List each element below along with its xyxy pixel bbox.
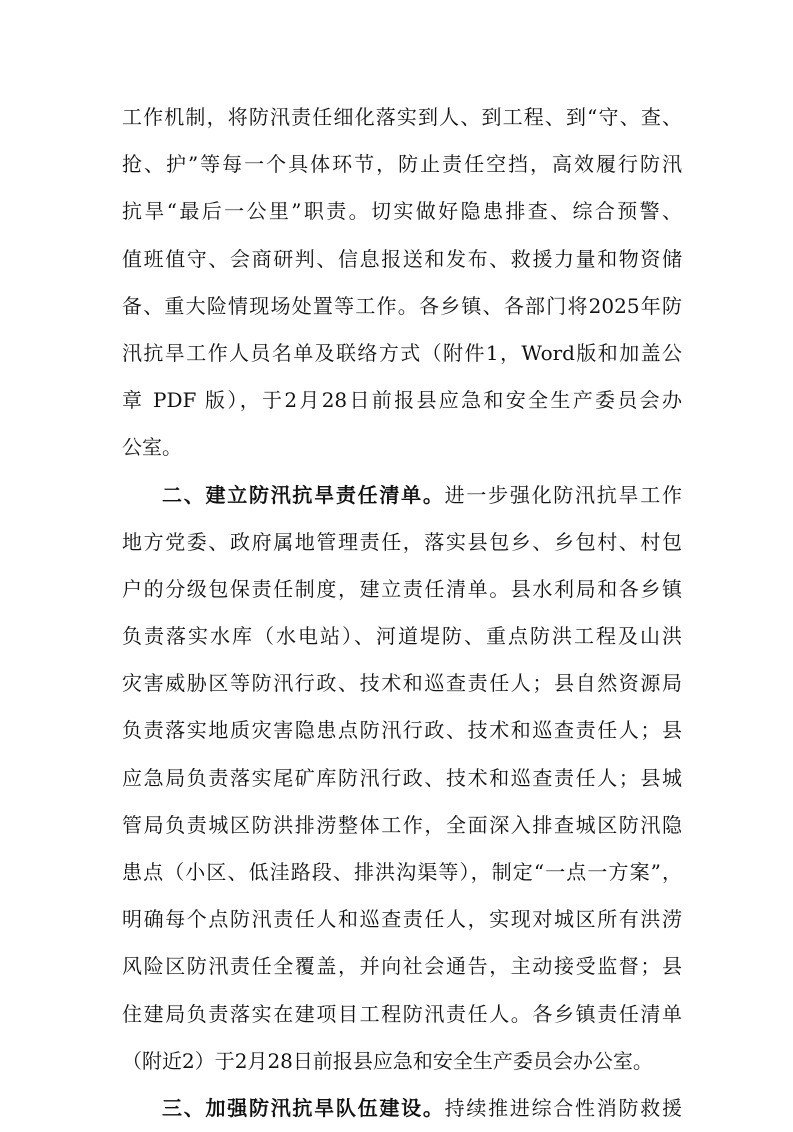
text-line: 汛抗旱工作人员名单及联络方式（附件1，Word版和加盖公 bbox=[122, 340, 682, 365]
text-line: 明确每个点防汛责任人和巡查责任人，实现对城区所有洪涝 bbox=[122, 907, 682, 932]
text-line: 值班值守、会商研判、信息报送和发布、救援力量和物资储 bbox=[122, 246, 682, 271]
paragraph-team-building bbox=[122, 1085, 682, 1132]
section-heading: 三、加强防汛抗旱队伍建设。 bbox=[162, 1095, 445, 1120]
paragraph-responsibility-list bbox=[122, 472, 682, 1085]
text-line: 管局负责城区防洪排涝整体工作，全面深入排查城区防汛隐 bbox=[122, 812, 682, 837]
text-line: 抗旱“最后一公里”职责。切实做好隐患排查、综合预警、 bbox=[122, 199, 682, 224]
text-line: 应急局负责落实尾矿库防汛行政、技术和巡查责任人；县城 bbox=[122, 765, 682, 790]
text-line bbox=[122, 472, 682, 519]
text-line: 工作机制，将防汛责任细化落实到人、到工程、到“守、查、 bbox=[122, 105, 682, 129]
text-line: 负责落实地质灾害隐患点防汛行政、技术和巡查责任人；县 bbox=[122, 718, 682, 743]
document-body bbox=[122, 94, 682, 1132]
text-line: 住建局负责落实在建项目工程防汛责任人。各乡镇责任清单 bbox=[122, 1001, 682, 1026]
text-line: （附近2）于2月28日前报县应急和安全生产委员会办公室。 bbox=[122, 1048, 653, 1073]
section-lead-text: 进一步强化防汛抗旱工作 bbox=[444, 482, 683, 507]
text-line: 户的分级包保责任制度，建立责任清单。县水利局和各乡镇 bbox=[122, 576, 682, 601]
text-line: 备、重大险情现场处置等工作。各乡镇、各部门将2025年防 bbox=[122, 293, 682, 318]
text-line: 负责落实水库（水电站）、河道堤防、重点防洪工程及山洪 bbox=[122, 624, 682, 649]
text-line bbox=[122, 1085, 682, 1132]
text-line: 地方党委、政府属地管理责任，落实县包乡、乡包村、村包 bbox=[122, 529, 682, 554]
text-line: 灾害威胁区等防汛行政、技术和巡查责任人；县自然资源局 bbox=[122, 671, 682, 696]
text-line: 抢、护”等每一个具体环节，防止责任空挡，高效履行防汛 bbox=[122, 152, 682, 177]
text-line: 章 PDF 版），于2月28日前报县应急和安全生产委员会办 bbox=[122, 388, 682, 413]
paragraph-work-mechanism bbox=[122, 94, 682, 472]
section-lead-text: 持续推进综合性消防救援 bbox=[444, 1095, 683, 1120]
text-line: 公室。 bbox=[122, 435, 182, 460]
section-heading: 二、建立防汛抗旱责任清单。 bbox=[162, 482, 445, 507]
text-line: 患点（小区、低洼路段、排洪沟渠等），制定“一点一方案”， bbox=[122, 860, 682, 884]
text-line: 风险区防汛责任全覆盖，并向社会通告，主动接受监督；县 bbox=[122, 954, 682, 979]
